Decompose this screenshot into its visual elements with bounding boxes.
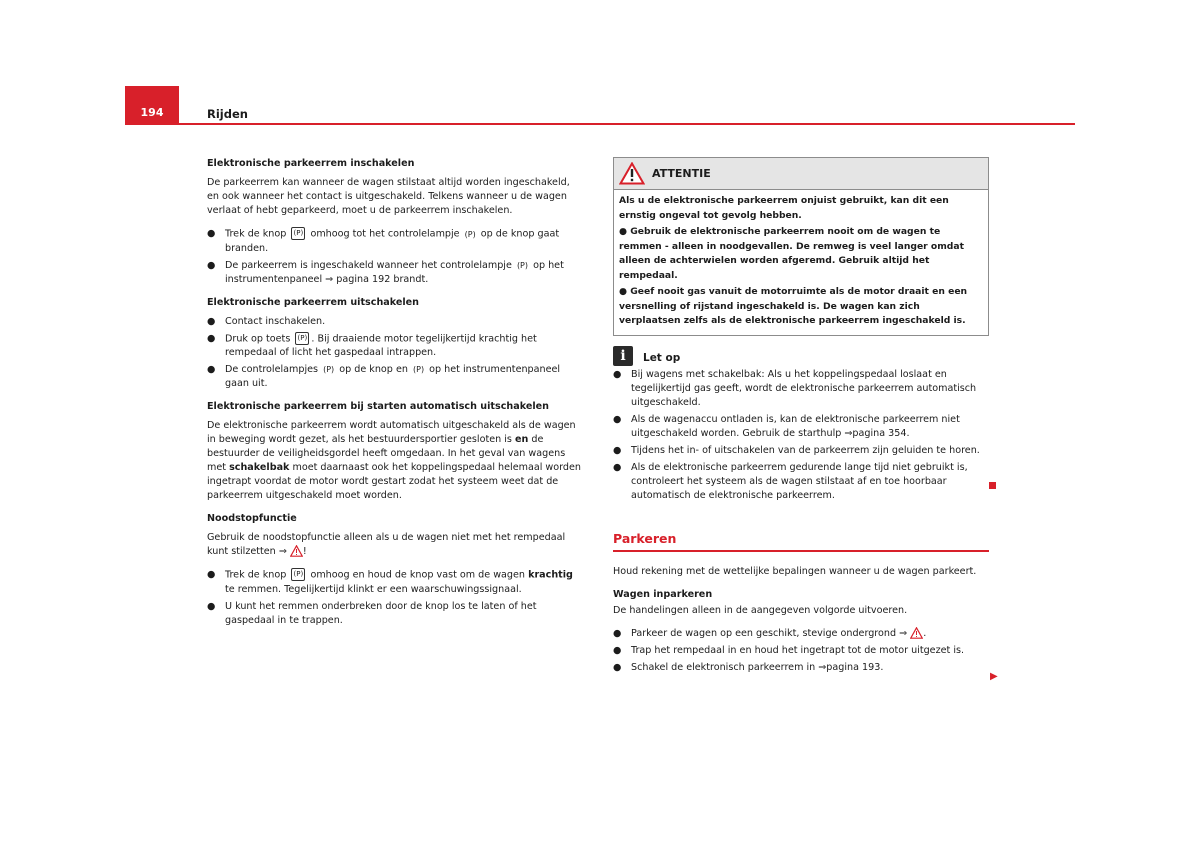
left-column [207,157,582,631]
paragraph-text: ! [302,546,307,557]
bullet-icon: ● [207,600,216,612]
parking-brake-button-icon: (P) [295,332,309,345]
warning-paragraph [619,225,982,283]
list-item [207,568,582,597]
section-heading-automatisch: Elektronische parkeerrem bij starten automatisch uitschakelen [207,401,549,412]
list-item [613,627,989,641]
list-item-text: . Bij draaiende motor tegelijkertijd krachtig het rempedaal of licht het gaspedaal intrappen. [225,333,537,358]
list-item [613,644,989,658]
list-item-text: op de knop en [339,364,408,375]
note-body [613,368,989,503]
list-item-text: op de knop gaat branden. [225,228,560,254]
bullet-icon: ● [613,662,622,673]
list-item-text: U kunt het remmen onderbreken door de knop los te laten of het gaspedaal in te trappen. [225,600,537,626]
list-item-text: Contact inschakelen. [225,315,326,327]
list-item-text: Als de wagenaccu ontladen is, kan de elektronische parkeerrem niet uitgeschakeld worden. Gebruik de starthulp ⇒pagina 354. [631,413,960,439]
paragraph-automatisch [207,419,582,503]
page-number: 194 [140,106,164,119]
bullet-icon: ● [207,569,216,580]
list-item-text: Als de elektronische parkeerrem gedurende lange tijd niet gebruikt is, controleert het systeem als de wagen stilstaat af en toe hoorbaar automatisch de elektronische parkeerrem. [631,461,968,501]
chapter-title: Rijden [207,107,248,121]
list-item [613,461,989,503]
list-item [207,227,582,256]
bullet-icon: ● [207,315,216,327]
right-column [613,157,989,506]
list-item-text: Tijdens het in- of uitschakelen van de parkeerrem zijn geluiden te horen. [631,444,980,456]
emphasis-text: en [514,434,529,445]
list-item-text: te remmen. Tegelijkertijd klinkt er een waarschuwingssignaal. [225,583,522,595]
list-item-text: De controlelampjes [225,364,319,375]
warning-box-header [614,158,988,190]
warning-paragraph [619,285,982,329]
list-item-text: Parkeer de wagen op een geschikt, stevige ondergrond ⇒ [631,628,908,639]
list-item-text: Schakel de elektronisch parkeerrem in ⇒pagina 193. [631,662,884,673]
note-title: Let op [643,351,681,364]
parking-brake-button-icon: (P) [291,227,305,240]
warning-box [613,157,989,336]
list-item [613,413,989,441]
page-number-tab [125,86,179,124]
parking-brake-lamp-icon: (P) [464,229,476,239]
bullet-icon: ● [613,368,622,380]
bullet-icon: ● [613,444,622,456]
list-item [207,332,582,361]
list-item-text: omhoog tot het controlelampje [310,228,460,240]
list-item [207,259,582,287]
paragraph-text: de bestuurder de veiligheidsgordel heeft omgedaan. In het geval van wagens met [207,434,566,473]
continue-arrow-icon: ▶ [990,671,998,682]
list-item [207,600,582,628]
note-header [613,346,989,366]
list-item-text: omhoog en houd de knop vast om de wagen [310,569,525,581]
warning-triangle-icon[interactable] [910,627,923,639]
list-item [613,444,989,458]
list-item [613,661,989,675]
list-item-text: Trek de knop [225,228,287,240]
list-item-text: . [923,628,927,639]
paragraph-inparkeren: De handelingen alleen in de aangegeven volgorde uitvoeren. [613,605,908,616]
list-item-text: De parkeerrem is ingeschakeld wanneer het controlelampje [225,259,512,271]
list-item [207,363,582,391]
paragraph-text: De elektronische parkeerrem wordt automatisch uitgeschakeld als de wagen in beweging wordt gezet, als het bestuurdersportier gesloten is [207,420,576,445]
warning-paragraph: Als u de elektronische parkeerrem onjuist gebruikt, kan dit een ernstig ongeval tot gevolg hebben. [619,195,949,221]
list-item-text: op het instrumentenpaneel gaan uit. [225,364,561,389]
paragraph-noodstop [207,531,582,559]
info-icon: i [613,346,633,366]
section-heading-parkeren: Parkeren [613,531,677,546]
warning-box-title: ATTENTIE [652,167,711,180]
section-heading-inschakelen: Elektronische parkeerrem inschakelen [207,158,415,169]
sub-heading-inparkeren: Wagen inparkeren [613,589,713,600]
paragraph-parkeren: Houd rekening met de wettelijke bepalingen wanneer u de wagen parkeert. [613,566,977,577]
bullet-icon: ● [613,413,622,425]
emphasis-text: schakelbak [229,462,290,473]
list-item-text: Druk op toets [225,333,291,344]
bullet-icon: ● [207,364,216,375]
section-heading-noodstop: Noodstopfunctie [207,513,297,524]
list-item-text: Bij wagens met schakelbak: Als u het koppelingspedaal loslaat en tegelijkertijd gas geeft, wordt de elektronische parkeerrem automatisch uitgeschakeld. [631,368,977,408]
warning-text: Geef nooit gas vanuit de motorruimte als de motor draait en een versnelling of rijstand ingeschakeld is. De wagen kan zich verplaatsen zelfs als de elektronische parkeerrem ingeschakeld is. [619,286,968,326]
warning-text: Gebruik de elektronische parkeerrem nooit om de wagen te remmen - alleen in noodgevallen. De remweg is veel langer omdat alleen de achterwielen worden afgeremd. Gebruik altijd het rempedaal. [619,226,964,281]
paragraph-inschakelen: De parkeerrem kan wanneer de wagen stilstaat altijd worden ingeschakeld, en ook wanneer het contact is uitgeschakeld. Telkens wanneer u de wagen verlaat of hebt geparkeerd, moet u de parkeerrem inschakelen. [207,177,570,216]
list-item [613,368,989,410]
section-rule [613,550,989,552]
parking-brake-lamp-icon: (P) [516,260,529,270]
list-item-text: op het instrumentenpaneel ⇒ pagina 192 brandt. [225,259,564,285]
bullet-icon: ● [207,259,216,271]
bullet-icon: ● [207,228,216,239]
bullet-icon: ● [619,286,628,297]
bullet-icon: ● [619,226,628,237]
parking-brake-lamp-icon: (P) [413,365,425,374]
header-rule [125,123,1075,125]
paragraph-text: Gebruik de noodstopfunctie alleen als u de wagen niet met het rempedaal kunt stilzetten ⇒ [207,532,566,557]
parkeren-section [613,565,989,678]
list-item [207,315,582,329]
bullet-icon: ● [613,461,622,473]
bullet-icon: ● [207,332,216,344]
section-end-marker [989,482,996,489]
list-item-text: Trek de knop [225,569,287,581]
warning-box-body [614,190,988,335]
parking-brake-button-icon: (P) [291,568,305,581]
emphasis-text: krachtig [528,569,573,581]
list-item-text: Trap het rempedaal in en houd het ingetrapt tot de motor uitgezet is. [631,645,965,656]
bullet-icon: ● [613,628,622,639]
section-heading-uitschakelen: Elektronische parkeerrem uitschakelen [207,296,420,308]
warning-triangle-icon [619,162,645,185]
warning-triangle-icon[interactable] [290,545,303,557]
parking-brake-lamp-icon: (P) [323,365,335,374]
bullet-icon: ● [613,645,622,656]
paragraph-text: moet daarnaast ook het koppelingspedaal helemaal worden ingetrapt voordat de motor wordt gestart zodat het systeem weet dat de parkeerrem uitgeschakeld moet worden. [207,462,581,501]
